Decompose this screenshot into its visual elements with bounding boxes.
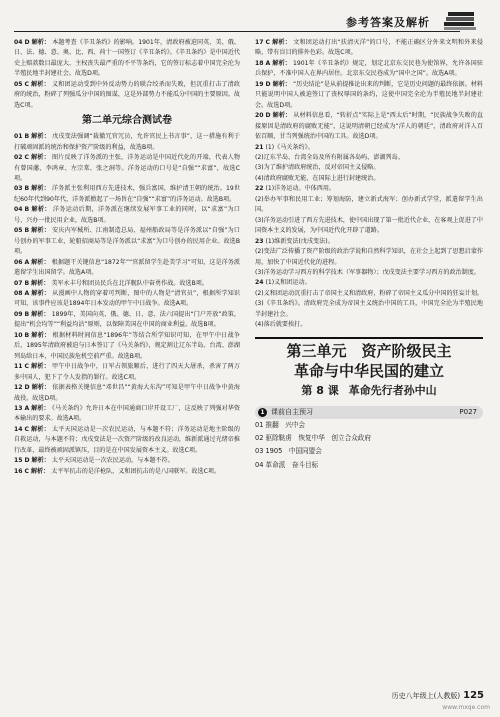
answer-choice: D	[24, 384, 30, 392]
explanation-label: 解析：	[272, 59, 292, 67]
question-number: 10	[14, 331, 23, 339]
explanation-text: “历史结论”是从前提推论出来的判断，它是历史问题的最终依据。材料只能说明中国人被迫签订了丧权辱国的条约，这使中国完全沦为半殖民地半封建社会。故选D项。	[255, 80, 483, 109]
explanation-text: 从漫画中人物的穿着可判断，图中的人物是“清官员”，根据所学知识可知，该事件应该是1894年日本发动的甲午中日战争。故选A项。	[14, 289, 240, 308]
sub-answer	[255, 237, 483, 247]
answer-item	[14, 331, 240, 362]
answer-item	[14, 153, 240, 184]
question-number: 13	[14, 404, 23, 412]
question-number: 15	[14, 457, 23, 465]
explanation-label: 解析：	[31, 185, 50, 193]
sub-answer	[255, 289, 483, 299]
question-number: 04	[14, 39, 23, 46]
answer-item	[14, 80, 240, 111]
answer-choice: A	[24, 258, 30, 266]
preview-answer-line: 03 1905 中国同盟会	[255, 447, 322, 456]
lesson-heading	[255, 382, 483, 400]
question-number: 11	[14, 363, 23, 371]
unit-title-line2: 革命与中华民国的建立	[293, 361, 444, 380]
unit-title-line1: 第三单元 资产阶级民主	[286, 341, 452, 360]
explanation-label: 解析：	[31, 457, 50, 465]
page-header	[0, 0, 500, 34]
explanation-label: 解析：	[30, 467, 50, 475]
question-number: 12	[14, 384, 23, 392]
sub-answer-text: (2)义和团运动沉重打击了帝国主义和清政府，粉碎了帝国主义瓜分中国的狂妄计划。	[255, 289, 484, 297]
footer-book-title: 历史八年级上(人教版)	[391, 691, 461, 700]
answer-choice: C	[265, 39, 270, 46]
explanation-text: 本题考查《辛丑条约》的影响。1901年，清政府被迫同英、美、俄、日、法、德、意、奥、比、西、荷十一国签订《辛丑条约》。《辛丑条约》是中国近代史上赔款数目最庞大、主权丧失最严重的不平等条约，它的签订标志着中国完全沦为半殖民地半封建社会。故选D项。	[14, 39, 241, 78]
sub-answer-text: (1)《马关条约》。	[265, 143, 314, 151]
answer-choice: A	[265, 59, 271, 67]
page-header-title: 参考答案及解析	[346, 16, 430, 29]
preview-answer-line: 01 推翻 兴中会	[255, 420, 306, 429]
answer-choice: B	[24, 331, 30, 339]
explanation-text: 根据材料时间信息“1896年”等结合所学知识可知，在甲午中日战争后，1895年清政府被迫与日本签订了《马关条约》，规定割让辽东半岛、台湾、澎湖列岛给日本，中国民族危机空前严重。故选B项。	[14, 331, 240, 360]
preview-label: 课前自主预习	[271, 407, 313, 416]
question-number: 06	[14, 258, 23, 266]
question-number: 20	[255, 112, 264, 120]
sub-answer	[255, 320, 483, 330]
explanation-text: 从材料信息看，“转折点”实际上是“西太后”时期，“民族战争失败的直接原因是清政府的腐败无能”，这说明清朝已经成为“洋人的朝廷”，清政府对洋人百依百顺，甘当列强统治中国的工具。故选D项。	[255, 112, 483, 141]
sub-answer	[255, 268, 483, 278]
sub-answer-text: (3)为了维护清政府统治，反对帝国主义侵略。	[255, 164, 380, 172]
answer-choice: C	[24, 363, 29, 371]
question-number: 03	[14, 185, 23, 193]
answer-choice: B	[24, 133, 30, 141]
answer-item	[14, 38, 240, 80]
answer-item	[14, 383, 240, 404]
lesson-number: 第 8 课	[301, 383, 339, 397]
answer-choice: B	[24, 279, 30, 287]
answer-choice: C	[24, 425, 29, 433]
explanation-text: 太平天国运动是一次农民运动，与本题不符；洋务运动是地主阶级的自救运动，与本题不符；戊戌变法是一次资产阶级的改良运动，维新派通过光绪帝推行改革，最终被顽固派镇压，目的是在中国发展资本主义。故选C项。	[14, 425, 241, 454]
header-rule	[14, 31, 460, 32]
explanation-text: 戊戌变法强调“裁撤冗官冗员，允许官民上书言事”，这一措施有利于打破顽固派的统治和保护资产阶级的利益，故选B项。	[14, 133, 240, 151]
question-number: 19	[255, 80, 264, 88]
explanation-text: 义和团运动受到中外反动势力的联合绞杀而失败，但沉重打击了清政府的统治，粉碎了列强瓜分中国的图谋，这是外部势力不能瓜分中国的主要原因。故选C项。	[14, 80, 241, 109]
answer-choice: D	[265, 80, 271, 88]
explanation-text: 洋务派主张利用西方先进技术，强兵富国，维护清王朝的统治。19世纪60年代到90年代，洋务派掀起了一场旨在“自强”“求富”的洋务运动。故选B项。	[14, 185, 240, 203]
explanation-label: 解析：	[272, 80, 291, 88]
right-column	[255, 38, 483, 472]
question-number: 01	[14, 133, 23, 141]
answer-choice: D	[265, 112, 271, 120]
explanation-label: 解析：	[31, 384, 51, 392]
preview-answers	[255, 419, 483, 472]
sub-answer	[255, 143, 483, 153]
explanation-label: 解析：	[31, 39, 51, 46]
sub-answer	[255, 247, 483, 268]
explanation-text: 《马关条约》允许日本在中国通商口岸开设工厂，这反映了列强对华资本输出的要求。故选A项。	[14, 404, 240, 423]
sub-answer	[255, 299, 483, 320]
sub-answer	[255, 278, 483, 288]
explanation-text: 安庆内军械所、江南制造总局、福州船政局等是洋务派以“自强”为口号创办的军事工业，轮船招商局等是洋务派以“求富”为口号创办的民用企业。故选B项。	[14, 227, 240, 256]
sub-answer-text: (1)维新变法(戊戌变法)。	[265, 237, 334, 245]
explanation-text: 1901年《辛丑条约》规定，划定北京东交民巷为使馆界，允许各国驻兵保护，不准中国人在界内居住。北京东交民巷成为“国中之国”。故选A项。	[255, 59, 483, 78]
preview-answer-line: 04 革命派 奋斗目标	[255, 460, 319, 469]
sub-answer-text: (1)义和团运动。	[265, 279, 311, 287]
explanation-label: 解析：	[30, 80, 50, 88]
explanation-label: 解析：	[271, 39, 292, 46]
answer-choice: B	[24, 310, 30, 318]
question-number: 05	[14, 80, 23, 88]
sub-answer	[255, 184, 483, 194]
sub-answer-text: (2)辽东半岛、台湾全岛及所有附属各岛屿、澎湖列岛。	[255, 153, 404, 161]
sub-answer	[255, 195, 483, 216]
question-number: 18	[255, 59, 264, 67]
question-number: 24	[255, 279, 264, 287]
explanation-text: 根据题干关键信息“1872年”“官派留学生赴美学习”可知，这是洋务派遣留学生出国留学。故选A项。	[14, 258, 241, 277]
explanation-text: 洋务运动后期，洋务派在继续发展军事工业的同时，以“求富”为口号，兴办一批民用企业，故选B项。	[14, 206, 240, 224]
answer-item	[255, 38, 483, 59]
question-number: 23	[255, 237, 264, 245]
explanation-text: 依据表格关键信息“邓世昌”“黄海大东沟”可知是甲午中日战争中黄海战役。故选D项。	[14, 384, 240, 402]
explanation-label: 解析：	[31, 133, 51, 141]
sub-answer	[255, 174, 483, 184]
sub-answer	[255, 153, 483, 163]
answer-choice: A	[24, 404, 30, 412]
sub-answer-text: (4)落后就要挨打。	[255, 321, 307, 329]
explanation-text: 图片反映了洋务派的主张，洋务运动是中国近代化的开端，代表人物有曾国藩、李鸿章、左宗棠、张之洞等。洋务运动的口号是“自强”“求富”，故选C项。	[14, 154, 241, 182]
question-number: 16	[14, 467, 23, 475]
sub-answer-text: (3)洋务运动引进了西方先进技术，使中国出现了第一批近代企业，在客观上促进了中国资本主义的发展，为中国近代化开辟了道路。	[255, 216, 484, 235]
answer-item	[255, 59, 483, 80]
question-number: 08	[14, 289, 23, 297]
sub-answer-text: (3)《辛丑条约》。清政府完全成为帝国主义统治中国的工具，中国完全沦为半殖民地半封建社会。	[255, 300, 483, 318]
answer-item	[14, 425, 240, 456]
question-number: 14	[14, 425, 23, 433]
explanation-text: 文和团运动打出“扶清灭洋”的口号，不能正确区分外来文明和外来侵略，带有盲目的排外色彩。故选C项。	[255, 39, 483, 57]
unit-banner	[255, 337, 483, 400]
answer-choice: B	[24, 227, 30, 235]
question-number: 21	[255, 143, 264, 151]
answer-choice: C	[24, 80, 29, 88]
explanation-label: 解析：	[31, 258, 50, 266]
question-number: 05	[14, 227, 23, 235]
answer-item	[255, 80, 483, 111]
answer-choice: A	[24, 289, 30, 297]
sub-answer-text: (3)洋务运动学习西方的科学技术（军事器物）；戊戌变法主要学习西方的政治制度。	[255, 268, 480, 276]
answer-item	[14, 258, 240, 279]
explanation-label: 解析：	[31, 289, 51, 297]
sub-answer	[255, 216, 483, 237]
answer-choice: C	[24, 467, 29, 475]
question-number: 04	[14, 206, 23, 214]
answer-item	[14, 404, 240, 425]
sub-answer	[255, 163, 483, 173]
explanation-label: 解析：	[30, 363, 50, 371]
question-number: 09	[14, 310, 23, 318]
answer-choice: B	[24, 185, 30, 193]
answer-choice: D	[24, 39, 30, 46]
explanation-text: 太平军抗击的是洋枪队，义和团抗击的是八国联军。故选C项。	[51, 467, 221, 475]
question-number: 22	[255, 185, 264, 193]
question-number: 02	[14, 154, 23, 162]
preview-page-ref: P027	[459, 407, 477, 416]
answer-item	[255, 111, 483, 142]
explanation-text: 1899年，美国向英、俄、德、日、意、法六国提出“门户开放”政策，提出“机会均等”“利益均沾”原则，以保障美国在中国的商业利益。故选B项。	[14, 310, 241, 329]
answer-item	[14, 362, 240, 383]
answer-item	[14, 184, 240, 205]
explanation-label: 解析：	[30, 154, 50, 162]
sub-answer-text: (1)洋务运动。中体西用。	[265, 185, 336, 193]
explanation-text: 甲午中日战争中，日军占领旅顺后，进行了四天大屠杀，杀害了两万多中国人，犯下了令人发指的罪行。故选C项。	[14, 363, 241, 381]
question-number: 17	[255, 39, 264, 46]
explanation-text: 美军永丰号和团员民兵在北洋舰队中奋勇作战。故选B项。	[51, 279, 208, 287]
preview-answer-line: 02 驱除鞑虏 恢复中华 创立合众政府	[255, 433, 371, 442]
sub-answer-text: (2)举办军事和民用工业；筹划海防，建立新式海军；创办新式学堂，派遣留学生出国。	[255, 195, 483, 214]
explanation-label: 解析：	[31, 279, 50, 287]
explanation-label: 解析：	[31, 331, 51, 339]
answer-item	[14, 467, 240, 477]
answer-choice: B	[24, 206, 30, 214]
answer-item	[14, 279, 240, 289]
answer-choice: D	[24, 457, 30, 465]
explanation-label: 解析：	[272, 112, 292, 120]
lesson-title: 革命先行者孙中山	[348, 383, 437, 397]
explanation-label: 解析：	[31, 227, 51, 235]
watermark: www.mxqe.com	[442, 704, 490, 711]
answer-item	[14, 310, 240, 331]
page-number: 125	[463, 690, 484, 701]
explanation-text: 太平天国运动是一次农民运动，与本题不符。	[51, 457, 174, 465]
answer-item	[14, 289, 240, 310]
answer-item	[14, 456, 240, 466]
sub-answer-text: (2)变法广泛传播了资产阶级的政治学说和自然科学知识，在社会上起到了思想启蒙作用，加快了中国近代化的进程。	[255, 248, 484, 266]
left-column	[14, 38, 240, 477]
preview-bar	[255, 406, 483, 419]
page-footer	[392, 690, 484, 701]
answer-item	[14, 226, 240, 257]
answer-item	[14, 132, 240, 153]
explanation-label: 解析：	[31, 206, 51, 214]
explanation-label: 解析：	[31, 404, 50, 412]
books-icon	[442, 10, 478, 32]
explanation-label: 解析：	[31, 310, 50, 318]
answer-choice: C	[24, 154, 29, 162]
section-title: 第二单元综合测试卷	[82, 115, 172, 127]
answer-item	[14, 205, 240, 226]
explanation-label: 解析：	[30, 425, 50, 433]
question-number: 07	[14, 279, 23, 287]
sub-answer-text: (4)清政府腐败无能，在国际上进行封建统治。	[255, 174, 380, 182]
preview-number: 1	[258, 408, 267, 417]
